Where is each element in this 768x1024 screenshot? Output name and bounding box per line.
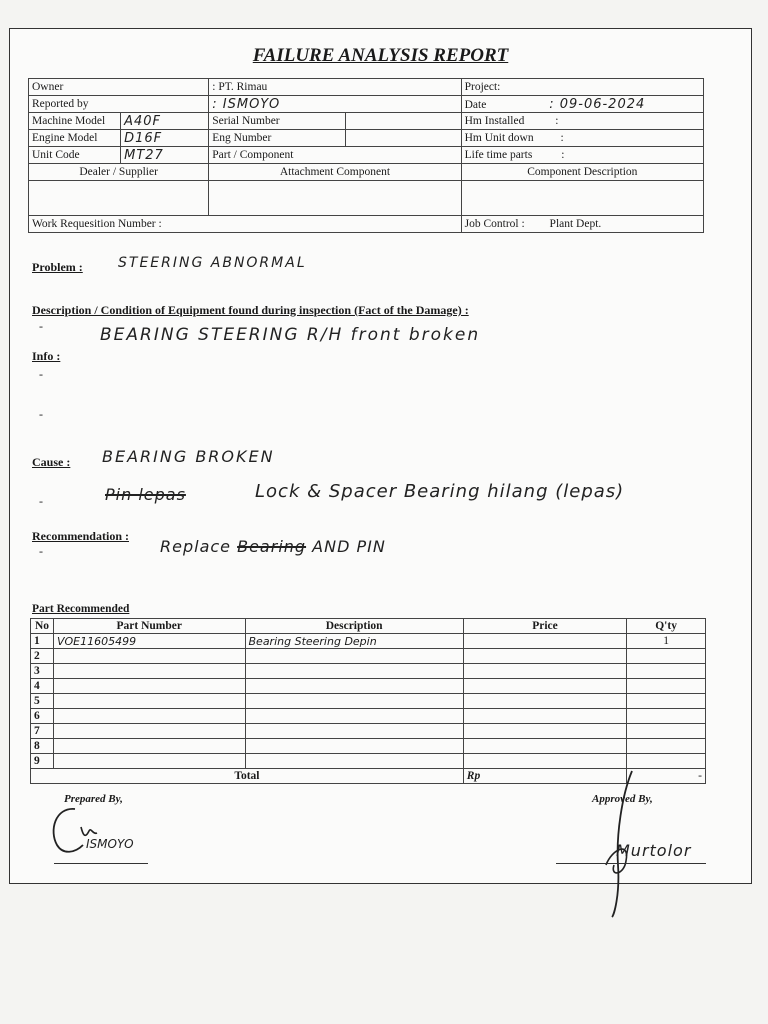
parts-cell-price bbox=[463, 634, 626, 649]
prepared-signature-line bbox=[54, 863, 148, 864]
dash-1: - bbox=[39, 319, 43, 333]
col-qty: Q'ty bbox=[627, 619, 706, 634]
cause-label: Cause : bbox=[32, 455, 71, 469]
parts-cell-description bbox=[245, 664, 463, 679]
parts-cell-part-number bbox=[53, 649, 245, 664]
dash-3: - bbox=[39, 407, 43, 421]
parts-row bbox=[31, 694, 706, 709]
parts-cell-price bbox=[463, 694, 626, 709]
job-control-label: Job Control : bbox=[464, 218, 525, 230]
reported-by-value: : ISMOYO bbox=[209, 96, 461, 113]
approved-by-label: Approved By, bbox=[592, 793, 653, 805]
attachment-component-label: Attachment Component bbox=[209, 164, 461, 181]
parts-cell-description bbox=[245, 679, 463, 694]
eng-number-label: Eng Number bbox=[209, 130, 346, 147]
parts-row bbox=[31, 679, 706, 694]
col-description: Description bbox=[245, 619, 463, 634]
part-component-label: Part / Component bbox=[209, 147, 461, 164]
parts-cell-qty bbox=[627, 694, 706, 709]
info-text: BEARING STEERING R/H front broken bbox=[100, 325, 481, 345]
header-table bbox=[28, 78, 704, 233]
recommendation-struck: Bearing bbox=[237, 537, 307, 556]
parts-cell-price bbox=[463, 724, 626, 739]
parts-cell-description: Bearing Steering Depin bbox=[245, 634, 463, 649]
life-time-parts-label: Life time parts bbox=[464, 149, 533, 161]
parts-cell-price bbox=[463, 679, 626, 694]
parts-cell-price bbox=[463, 709, 626, 724]
component-description-label: Component Description bbox=[461, 164, 703, 181]
prepared-by-label: Prepared By, bbox=[64, 793, 123, 805]
parts-cell-qty bbox=[627, 724, 706, 739]
parts-row bbox=[31, 739, 706, 754]
parts-cell-no: 6 bbox=[31, 709, 54, 724]
recommendation-label: Recommendation : bbox=[32, 529, 129, 543]
parts-cell-no: 9 bbox=[31, 754, 54, 769]
parts-cell-qty bbox=[627, 709, 706, 724]
parts-cell-part-number bbox=[53, 679, 245, 694]
parts-cell-qty bbox=[627, 679, 706, 694]
unit-code-label: Unit Code bbox=[29, 147, 121, 164]
approved-signature-line bbox=[556, 863, 706, 864]
serial-number-value bbox=[346, 113, 461, 130]
prepared-signature-icon bbox=[45, 801, 105, 861]
parts-cell-description bbox=[245, 709, 463, 724]
parts-cell-qty bbox=[627, 649, 706, 664]
recommendation-after: AND PIN bbox=[312, 537, 386, 556]
parts-row bbox=[31, 634, 706, 649]
hm-installed-value: : bbox=[555, 115, 559, 127]
description-label: Description / Condition of Equipment found during inspection (Fact of the Damage) : bbox=[32, 303, 469, 317]
machine-model-label: Machine Model bbox=[29, 113, 121, 130]
parts-table bbox=[30, 618, 706, 784]
dealer-supplier-value bbox=[29, 181, 209, 216]
work-requisition-label: Work Requesition Number : bbox=[29, 216, 462, 233]
dash-2: - bbox=[39, 367, 43, 381]
parts-cell-part-number bbox=[53, 664, 245, 679]
hm-unit-down-value: : bbox=[560, 132, 564, 144]
parts-row bbox=[31, 649, 706, 664]
report-sheet bbox=[9, 28, 752, 884]
info-label: Info : bbox=[32, 349, 61, 363]
parts-row bbox=[31, 664, 706, 679]
parts-cell-description bbox=[245, 724, 463, 739]
col-part-number: Part Number bbox=[53, 619, 245, 634]
parts-cell-part-number bbox=[53, 754, 245, 769]
rp-label: Rp bbox=[463, 769, 626, 784]
attachment-component-value bbox=[209, 181, 461, 216]
parts-cell-part-number bbox=[53, 739, 245, 754]
dash-5: - bbox=[39, 544, 43, 558]
machine-model-value: A40F bbox=[121, 113, 209, 130]
owner-label: Owner bbox=[29, 79, 209, 96]
parts-cell-no: 1 bbox=[31, 634, 54, 649]
parts-cell-no: 2 bbox=[31, 649, 54, 664]
prepared-by-name: ISMOYO bbox=[86, 837, 134, 851]
hm-unit-down-label: Hm Unit down bbox=[464, 132, 534, 144]
engine-model-value: D16F bbox=[121, 130, 209, 147]
part-recommended-title: Part Recommended bbox=[32, 603, 130, 615]
unit-code-value: MT27 bbox=[121, 147, 209, 164]
date-label: Date bbox=[464, 98, 487, 111]
dash-4: - bbox=[39, 494, 43, 508]
parts-cell-qty bbox=[627, 739, 706, 754]
parts-cell-no: 4 bbox=[31, 679, 54, 694]
parts-cell-description bbox=[245, 649, 463, 664]
parts-cell-part-number bbox=[53, 709, 245, 724]
cause-line-1: BEARING BROKEN bbox=[102, 447, 275, 466]
col-price: Price bbox=[463, 619, 626, 634]
report-title: FAILURE ANALYSIS REPORT bbox=[252, 45, 509, 66]
parts-cell-qty: 1 bbox=[627, 634, 706, 649]
cause-line-2: Lock & Spacer Bearing hilang (lepas) bbox=[255, 481, 625, 502]
problem-label: Problem : bbox=[32, 260, 83, 274]
parts-cell-price bbox=[463, 664, 626, 679]
reported-by-label: Reported by bbox=[29, 96, 209, 113]
parts-row bbox=[31, 709, 706, 724]
parts-cell-no: 5 bbox=[31, 694, 54, 709]
serial-number-label: Serial Number bbox=[209, 113, 346, 130]
component-description-value bbox=[461, 181, 703, 216]
project-label: Project: bbox=[461, 79, 703, 96]
recommendation-text bbox=[160, 537, 386, 556]
job-control-value: Plant Dept. bbox=[549, 218, 602, 230]
parts-row bbox=[31, 724, 706, 739]
recommendation-before: Replace bbox=[160, 537, 232, 556]
hm-installed-label: Hm Installed bbox=[464, 115, 525, 127]
cause-struck: Pin lepas bbox=[105, 485, 186, 504]
dealer-supplier-label: Dealer / Supplier bbox=[29, 164, 209, 181]
parts-cell-no: 7 bbox=[31, 724, 54, 739]
life-time-parts-value: : bbox=[561, 149, 565, 161]
engine-model-label: Engine Model bbox=[29, 130, 121, 147]
col-no: No bbox=[31, 619, 54, 634]
parts-cell-part-number bbox=[53, 694, 245, 709]
total-qty: - bbox=[627, 769, 706, 784]
owner-value: : PT. Rimau bbox=[209, 79, 461, 96]
parts-cell-part-number: VOE11605499 bbox=[53, 634, 245, 649]
approved-by-name: Murtolor bbox=[616, 841, 692, 860]
date-value: : 09-06-2024 bbox=[549, 96, 646, 112]
parts-cell-qty bbox=[627, 664, 706, 679]
parts-cell-description bbox=[245, 754, 463, 769]
parts-cell-no: 3 bbox=[31, 664, 54, 679]
parts-cell-price bbox=[463, 739, 626, 754]
parts-cell-price bbox=[463, 649, 626, 664]
parts-cell-description bbox=[245, 694, 463, 709]
total-label: Total bbox=[31, 769, 464, 784]
parts-cell-part-number bbox=[53, 724, 245, 739]
parts-cell-no: 8 bbox=[31, 739, 54, 754]
parts-cell-description bbox=[245, 739, 463, 754]
problem-text: STEERING ABNORMAL bbox=[118, 255, 307, 271]
eng-number-value bbox=[346, 130, 461, 147]
